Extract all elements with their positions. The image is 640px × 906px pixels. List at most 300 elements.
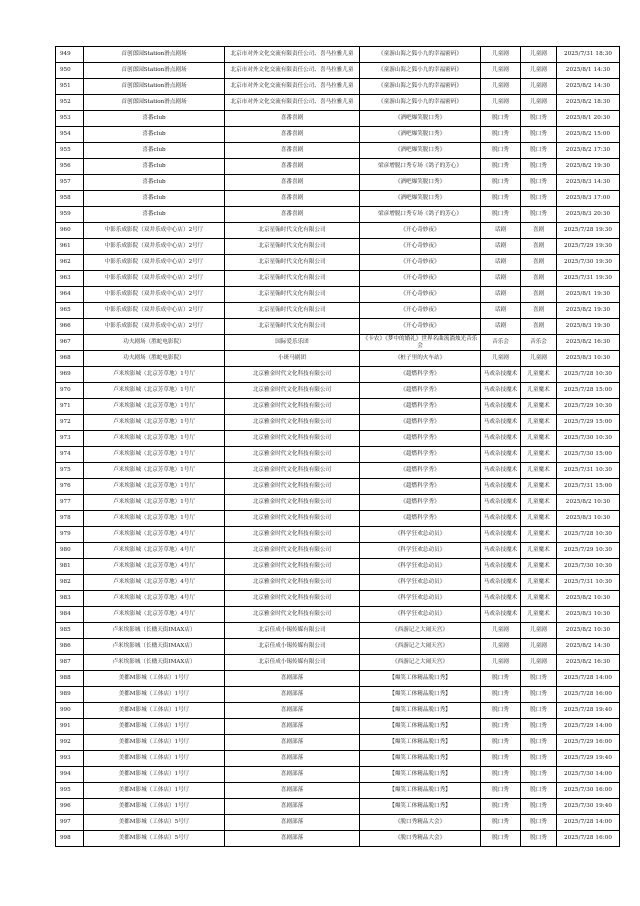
show-title-cell: 《西游记之大闹天宫》 [360, 655, 481, 671]
table-row [56, 671, 620, 687]
organizer-cell: 喜番喜剧 [225, 207, 360, 223]
show-category-cell: 儿童魔术 [521, 447, 557, 463]
show-time-cell: 2025/7/29 10:30 [557, 543, 620, 559]
venue-cell: 中影乐成影院（双井乐成中心店）2号厅 [84, 303, 225, 319]
show-category-cell: 脱口秀 [521, 159, 557, 175]
show-title-cell: 《卡农》《梦中的婚礼》世界名曲流淌烛光音乐会 [360, 335, 481, 351]
show-category-cell: 儿童魔术 [521, 511, 557, 527]
show-title-cell: 【爆笑工体精品脱口秀】 [360, 751, 481, 767]
show-title-cell: 《超燃科学秀》 [360, 399, 481, 415]
show-time-cell: 2025/8/1 20:30 [557, 111, 620, 127]
row-number: 972 [56, 415, 84, 431]
show-title-cell: 《科学狂欢总动员》 [360, 575, 481, 591]
venue-cell: 卢米埃影城（长楹天街IMAX店） [84, 623, 225, 639]
table-row [56, 559, 620, 575]
venue-cell: 卢米埃影城（北京芳草地）1号厅 [84, 431, 225, 447]
organizer-cell: 喜剧部落 [225, 815, 360, 831]
organizer-cell: 喜剧部落 [225, 703, 360, 719]
show-title-cell: 《酒吧爆笑脱口秀》 [360, 175, 481, 191]
table-row [56, 127, 620, 143]
show-category-cell: 儿童剧 [521, 63, 557, 79]
show-type-cell: 儿童剧 [481, 351, 521, 367]
venue-cell: 卢米埃影城（北京芳草地）4号厅 [84, 559, 225, 575]
show-type-cell: 儿童剧 [481, 47, 521, 63]
show-title-cell: 《超燃科学秀》 [360, 415, 481, 431]
venue-cell: 美都M影城（工体店）1号厅 [84, 767, 225, 783]
table-row [56, 47, 620, 63]
organizer-cell: 喜剧部落 [225, 799, 360, 815]
show-time-cell: 2025/8/2 14:30 [557, 639, 620, 655]
table-row [56, 767, 620, 783]
show-type-cell: 脱口秀 [481, 735, 521, 751]
show-time-cell: 2025/7/31 10:30 [557, 575, 620, 591]
show-type-cell: 脱口秀 [481, 671, 521, 687]
row-number: 983 [56, 591, 84, 607]
row-number: 989 [56, 687, 84, 703]
show-time-cell: 2025/8/1 19:30 [557, 287, 620, 303]
table-row [56, 751, 620, 767]
show-time-cell: 2025/7/30 15:00 [557, 447, 620, 463]
show-title-cell: 《超燃科学秀》 [360, 479, 481, 495]
show-type-cell: 脱口秀 [481, 703, 521, 719]
show-title-cell: 《开心奇妙夜》 [360, 255, 481, 271]
show-time-cell: 2025/7/31 18:30 [557, 47, 620, 63]
row-number: 956 [56, 159, 84, 175]
table-row [56, 431, 620, 447]
venue-cell: 卢米埃影城（北京芳草地）1号厅 [84, 463, 225, 479]
show-title-cell: 《酒吧爆笑脱口秀》 [360, 143, 481, 159]
row-number: 979 [56, 527, 84, 543]
show-category-cell: 脱口秀 [521, 191, 557, 207]
show-title-cell: 《超燃科学秀》 [360, 447, 481, 463]
show-category-cell: 儿童剧 [521, 47, 557, 63]
show-time-cell: 2025/8/3 10:30 [557, 351, 620, 367]
show-type-cell: 马戏杂技魔术 [481, 415, 521, 431]
show-time-cell: 2025/8/2 10:30 [557, 495, 620, 511]
row-number: 980 [56, 543, 84, 559]
venue-cell: 美都M影城（工体店）1号厅 [84, 751, 225, 767]
venue-cell: 美都M影城（工体店）1号厅 [84, 783, 225, 799]
show-title-cell: 《西游记之大闹天宫》 [360, 639, 481, 655]
show-type-cell: 话剧 [481, 239, 521, 255]
document-page [55, 46, 613, 847]
show-type-cell: 脱口秀 [481, 143, 521, 159]
performance-schedule-table [55, 46, 620, 847]
show-time-cell: 2025/8/3 19:30 [557, 319, 620, 335]
show-time-cell: 2025/7/28 10:30 [557, 527, 620, 543]
show-time-cell: 2025/7/31 15:00 [557, 479, 620, 495]
show-title-cell: 《开心奇妙夜》 [360, 239, 481, 255]
table-row [56, 735, 620, 751]
row-number: 953 [56, 111, 84, 127]
row-number: 994 [56, 767, 84, 783]
venue-cell: 美都M影城（工体店）1号厅 [84, 799, 225, 815]
show-category-cell: 儿童剧 [521, 639, 557, 655]
show-type-cell: 马戏杂技魔术 [481, 367, 521, 383]
show-type-cell: 音乐会 [481, 335, 521, 351]
show-category-cell: 儿童魔术 [521, 399, 557, 415]
table-row [56, 783, 620, 799]
show-category-cell: 儿童剧 [521, 79, 557, 95]
table-row [56, 351, 620, 367]
show-type-cell: 话剧 [481, 287, 521, 303]
organizer-cell: 喜剧部落 [225, 735, 360, 751]
show-category-cell: 儿童魔术 [521, 591, 557, 607]
venue-cell: 卢米埃影城（北京芳草地）4号厅 [84, 527, 225, 543]
show-title-cell: 《超燃科学秀》 [360, 511, 481, 527]
venue-cell: 卢米埃影城（北京芳草地）4号厅 [84, 607, 225, 623]
show-title-cell: 《科学狂欢总动员》 [360, 607, 481, 623]
table-row [56, 703, 620, 719]
table-row [56, 175, 620, 191]
organizer-cell: 喜剧部落 [225, 671, 360, 687]
row-number: 981 [56, 559, 84, 575]
venue-cell: 美都M影城（工体店）1号厅 [84, 735, 225, 751]
row-number: 974 [56, 447, 84, 463]
show-title-cell: 梁彦增脱口秀专场《鸽子的芳心》 [360, 207, 481, 223]
show-time-cell: 2025/8/3 10:30 [557, 511, 620, 527]
show-category-cell: 喜剧 [521, 255, 557, 271]
table-row [56, 367, 620, 383]
organizer-cell: 喜番喜剧 [225, 111, 360, 127]
venue-cell: 中影乐成影院（双井乐成中心店）2号厅 [84, 239, 225, 255]
show-time-cell: 2025/8/2 10:30 [557, 591, 620, 607]
table-row [56, 591, 620, 607]
table-row [56, 511, 620, 527]
organizer-cell: 喜番喜剧 [225, 175, 360, 191]
venue-cell: 喜番club [84, 111, 225, 127]
table-row [56, 95, 620, 111]
show-category-cell: 脱口秀 [521, 751, 557, 767]
show-type-cell: 脱口秀 [481, 687, 521, 703]
row-number: 951 [56, 79, 84, 95]
table-row [56, 399, 620, 415]
table-row [56, 335, 620, 351]
show-title-cell: 梁彦增脱口秀专场《鸽子的芳心》 [360, 159, 481, 175]
show-time-cell: 2025/8/3 10:30 [557, 607, 620, 623]
show-title-cell: 《科学狂欢总动员》 [360, 559, 481, 575]
show-category-cell: 儿童魔术 [521, 559, 557, 575]
show-category-cell: 儿童魔术 [521, 463, 557, 479]
show-category-cell: 儿童魔术 [521, 495, 557, 511]
show-type-cell: 马戏杂技魔术 [481, 431, 521, 447]
show-type-cell: 儿童剧 [481, 95, 521, 111]
show-category-cell: 脱口秀 [521, 783, 557, 799]
show-title-cell: 《童游山海之狐小九的幸福密码》 [360, 47, 481, 63]
show-time-cell: 2025/7/28 10:30 [557, 367, 620, 383]
show-type-cell: 脱口秀 [481, 815, 521, 831]
show-category-cell: 脱口秀 [521, 207, 557, 223]
show-type-cell: 马戏杂技魔术 [481, 511, 521, 527]
show-category-cell: 儿童魔术 [521, 543, 557, 559]
show-type-cell: 脱口秀 [481, 719, 521, 735]
venue-cell: 喜番club [84, 127, 225, 143]
show-category-cell: 儿童魔术 [521, 367, 557, 383]
show-type-cell: 儿童剧 [481, 79, 521, 95]
row-number: 969 [56, 367, 84, 383]
row-number: 950 [56, 63, 84, 79]
venue-cell: 卢米埃影城（北京芳草地）1号厅 [84, 367, 225, 383]
venue-cell: 卢米埃影城（长楹天街IMAX店） [84, 655, 225, 671]
show-category-cell: 喜剧 [521, 271, 557, 287]
show-category-cell: 儿童魔术 [521, 479, 557, 495]
organizer-cell: 北京雅金时代文化科技有限公司 [225, 383, 360, 399]
show-type-cell: 马戏杂技魔术 [481, 495, 521, 511]
show-category-cell: 儿童魔术 [521, 575, 557, 591]
organizer-cell: 喜番喜剧 [225, 159, 360, 175]
table-row [56, 383, 620, 399]
show-type-cell: 马戏杂技魔术 [481, 591, 521, 607]
show-time-cell: 2025/8/3 14:30 [557, 175, 620, 191]
organizer-cell: 国际爱乐乐团 [225, 335, 360, 351]
show-time-cell: 2025/8/2 19:30 [557, 303, 620, 319]
venue-cell: 美都M影城（工体店）5号厅 [84, 815, 225, 831]
organizer-cell: 北京雅金时代文化科技有限公司 [225, 415, 360, 431]
show-category-cell: 儿童剧 [521, 655, 557, 671]
venue-cell: 卢米埃影城（北京芳草地）1号厅 [84, 447, 225, 463]
show-type-cell: 马戏杂技魔术 [481, 543, 521, 559]
row-number: 973 [56, 431, 84, 447]
show-category-cell: 儿童魔术 [521, 607, 557, 623]
show-time-cell: 2025/7/29 14:00 [557, 719, 620, 735]
show-type-cell: 脱口秀 [481, 783, 521, 799]
row-number: 997 [56, 815, 84, 831]
show-title-cell: 《科学狂欢总动员》 [360, 543, 481, 559]
row-number: 949 [56, 47, 84, 63]
organizer-cell: 北京星翰时代文化有限公司 [225, 271, 360, 287]
row-number: 966 [56, 319, 84, 335]
show-title-cell: 《超燃科学秀》 [360, 367, 481, 383]
venue-cell: 首创郎园Station滑点剧场 [84, 47, 225, 63]
show-type-cell: 马戏杂技魔术 [481, 399, 521, 415]
show-category-cell: 脱口秀 [521, 175, 557, 191]
show-category-cell: 脱口秀 [521, 143, 557, 159]
show-title-cell: 《脱口秀精品大会》 [360, 815, 481, 831]
show-time-cell: 2025/7/30 16:00 [557, 783, 620, 799]
table-body [56, 47, 620, 847]
organizer-cell: 北京雅金时代文化科技有限公司 [225, 559, 360, 575]
organizer-cell: 北京星翰时代文化有限公司 [225, 303, 360, 319]
show-time-cell: 2025/8/2 19:30 [557, 159, 620, 175]
table-row [56, 447, 620, 463]
organizer-cell: 小斑马剧团 [225, 351, 360, 367]
venue-cell: 中影乐成影院（双井乐成中心店）2号厅 [84, 223, 225, 239]
organizer-cell: 北京佳成小锡传媒有限公司 [225, 623, 360, 639]
venue-cell: 中影乐成影院（双井乐成中心店）2号厅 [84, 255, 225, 271]
show-time-cell: 2025/7/29 19:40 [557, 751, 620, 767]
venue-cell: 喜番club [84, 191, 225, 207]
venue-cell: 美都M影城（工体店）1号厅 [84, 719, 225, 735]
row-number: 960 [56, 223, 84, 239]
show-category-cell: 喜剧 [521, 303, 557, 319]
row-number: 987 [56, 655, 84, 671]
organizer-cell: 喜剧部落 [225, 767, 360, 783]
show-category-cell: 脱口秀 [521, 815, 557, 831]
show-category-cell: 儿童魔术 [521, 383, 557, 399]
table-row [56, 479, 620, 495]
show-title-cell: 【爆笑工体精品脱口秀】 [360, 735, 481, 751]
show-category-cell: 脱口秀 [521, 799, 557, 815]
show-category-cell: 脱口秀 [521, 111, 557, 127]
organizer-cell: 北京星翰时代文化有限公司 [225, 223, 360, 239]
show-title-cell: 《开心奇妙夜》 [360, 287, 481, 303]
organizer-cell: 北京雅金时代文化科技有限公司 [225, 495, 360, 511]
row-number: 998 [56, 831, 84, 847]
venue-cell: 卢米埃影城（北京芳草地）1号厅 [84, 511, 225, 527]
show-type-cell: 话剧 [481, 319, 521, 335]
organizer-cell: 北京市对外文化交流有限责任公司、喜马拉雅儿童 [225, 47, 360, 63]
show-time-cell: 2025/7/29 19:30 [557, 239, 620, 255]
show-time-cell: 2025/8/2 15:00 [557, 127, 620, 143]
table-row [56, 207, 620, 223]
table-row [56, 159, 620, 175]
show-type-cell: 马戏杂技魔术 [481, 447, 521, 463]
table-row [56, 287, 620, 303]
venue-cell: 中影乐成影院（双井乐成中心店）2号厅 [84, 319, 225, 335]
show-title-cell: 《西游记之大闹天宫》 [360, 623, 481, 639]
show-type-cell: 话剧 [481, 303, 521, 319]
table-row [56, 255, 620, 271]
row-number: 964 [56, 287, 84, 303]
venue-cell: 美都M影城（工体店）1号厅 [84, 687, 225, 703]
show-title-cell: 《科学狂欢总动员》 [360, 527, 481, 543]
show-title-cell: 【爆笑工体精品脱口秀】 [360, 767, 481, 783]
show-time-cell: 2025/8/2 14:30 [557, 79, 620, 95]
show-title-cell: 《脱口秀精品大会》 [360, 831, 481, 847]
venue-cell: 中影乐成影院（双井乐成中心店）2号厅 [84, 287, 225, 303]
show-title-cell: 《开心奇妙夜》 [360, 319, 481, 335]
show-type-cell: 脱口秀 [481, 751, 521, 767]
table-row [56, 191, 620, 207]
table-row [56, 687, 620, 703]
show-time-cell: 2025/7/28 16:00 [557, 831, 620, 847]
show-type-cell: 马戏杂技魔术 [481, 559, 521, 575]
table-row [56, 63, 620, 79]
show-time-cell: 2025/7/30 10:30 [557, 431, 620, 447]
show-time-cell: 2025/7/28 19:30 [557, 223, 620, 239]
show-time-cell: 2025/7/28 16:00 [557, 687, 620, 703]
table-row [56, 223, 620, 239]
show-type-cell: 马戏杂技魔术 [481, 383, 521, 399]
table-row [56, 143, 620, 159]
show-title-cell: 《开心奇妙夜》 [360, 303, 481, 319]
show-type-cell: 话剧 [481, 271, 521, 287]
row-number: 952 [56, 95, 84, 111]
show-title-cell: 《酒吧爆笑脱口秀》 [360, 191, 481, 207]
show-category-cell: 儿童魔术 [521, 431, 557, 447]
table-row [56, 303, 620, 319]
organizer-cell: 北京雅金时代文化科技有限公司 [225, 463, 360, 479]
show-time-cell: 2025/7/30 14:00 [557, 767, 620, 783]
table-row [56, 639, 620, 655]
show-type-cell: 脱口秀 [481, 767, 521, 783]
row-number: 954 [56, 127, 84, 143]
show-time-cell: 2025/7/31 19:30 [557, 271, 620, 287]
organizer-cell: 北京雅金时代文化科技有限公司 [225, 511, 360, 527]
organizer-cell: 北京雅金时代文化科技有限公司 [225, 527, 360, 543]
organizer-cell: 北京雅金时代文化科技有限公司 [225, 399, 360, 415]
organizer-cell: 北京雅金时代文化科技有限公司 [225, 447, 360, 463]
show-type-cell: 脱口秀 [481, 175, 521, 191]
show-title-cell: 《超燃科学秀》 [360, 495, 481, 511]
row-number: 963 [56, 271, 84, 287]
show-category-cell: 脱口秀 [521, 767, 557, 783]
row-number: 975 [56, 463, 84, 479]
organizer-cell: 北京星翰时代文化有限公司 [225, 319, 360, 335]
show-time-cell: 2025/7/29 16:00 [557, 735, 620, 751]
show-type-cell: 话剧 [481, 255, 521, 271]
row-number: 976 [56, 479, 84, 495]
organizer-cell: 喜剧部落 [225, 831, 360, 847]
show-title-cell: 【爆笑工体精品脱口秀】 [360, 671, 481, 687]
show-category-cell: 喜剧 [521, 287, 557, 303]
row-number: 992 [56, 735, 84, 751]
venue-cell: 卢米埃影城（北京芳草地）1号厅 [84, 479, 225, 495]
row-number: 959 [56, 207, 84, 223]
table-row [56, 527, 620, 543]
show-time-cell: 2025/7/28 19:40 [557, 703, 620, 719]
table-row [56, 415, 620, 431]
show-category-cell: 脱口秀 [521, 703, 557, 719]
table-row [56, 719, 620, 735]
show-category-cell: 儿童魔术 [521, 415, 557, 431]
venue-cell: 卢米埃影城（北京芳草地）4号厅 [84, 575, 225, 591]
show-time-cell: 2025/7/30 10:30 [557, 559, 620, 575]
show-title-cell: 《开心奇妙夜》 [360, 223, 481, 239]
organizer-cell: 喜番喜剧 [225, 127, 360, 143]
row-number: 986 [56, 639, 84, 655]
show-time-cell: 2025/8/2 16:30 [557, 335, 620, 351]
show-time-cell: 2025/8/1 14:30 [557, 63, 620, 79]
show-title-cell: 《酒吧爆笑脱口秀》 [360, 111, 481, 127]
row-number: 996 [56, 799, 84, 815]
show-category-cell: 脱口秀 [521, 671, 557, 687]
row-number: 962 [56, 255, 84, 271]
show-type-cell: 脱口秀 [481, 799, 521, 815]
venue-cell: 卢米埃影城（北京芳草地）4号厅 [84, 543, 225, 559]
show-type-cell: 脱口秀 [481, 207, 521, 223]
show-title-cell: 【爆笑工体精品脱口秀】 [360, 703, 481, 719]
organizer-cell: 北京星翰时代文化有限公司 [225, 255, 360, 271]
show-type-cell: 马戏杂技魔术 [481, 479, 521, 495]
venue-cell: 美都M影城（工体店）1号厅 [84, 703, 225, 719]
show-title-cell: 《桩子里的火车站》 [360, 351, 481, 367]
table-row [56, 543, 620, 559]
show-category-cell: 喜剧 [521, 223, 557, 239]
row-number: 990 [56, 703, 84, 719]
show-type-cell: 话剧 [481, 223, 521, 239]
organizer-cell: 喜番喜剧 [225, 143, 360, 159]
show-title-cell: 【爆笑工体精品脱口秀】 [360, 719, 481, 735]
table-row [56, 623, 620, 639]
table-row [56, 655, 620, 671]
venue-cell: 首创郎园Station滑点剧场 [84, 95, 225, 111]
show-title-cell: 【爆笑工体精品脱口秀】 [360, 783, 481, 799]
row-number: 977 [56, 495, 84, 511]
table-row [56, 319, 620, 335]
show-category-cell: 脱口秀 [521, 719, 557, 735]
venue-cell: 首创郎园Station滑点剧场 [84, 79, 225, 95]
table-row [56, 799, 620, 815]
row-number: 982 [56, 575, 84, 591]
table-row [56, 575, 620, 591]
show-title-cell: 《超燃科学秀》 [360, 383, 481, 399]
show-title-cell: 《童游山海之狐小九的幸福密码》 [360, 63, 481, 79]
organizer-cell: 北京市对外文化交流有限责任公司、喜马拉雅儿童 [225, 63, 360, 79]
show-time-cell: 2025/8/2 17:30 [557, 143, 620, 159]
organizer-cell: 北京雅金时代文化科技有限公司 [225, 607, 360, 623]
organizer-cell: 喜番喜剧 [225, 191, 360, 207]
